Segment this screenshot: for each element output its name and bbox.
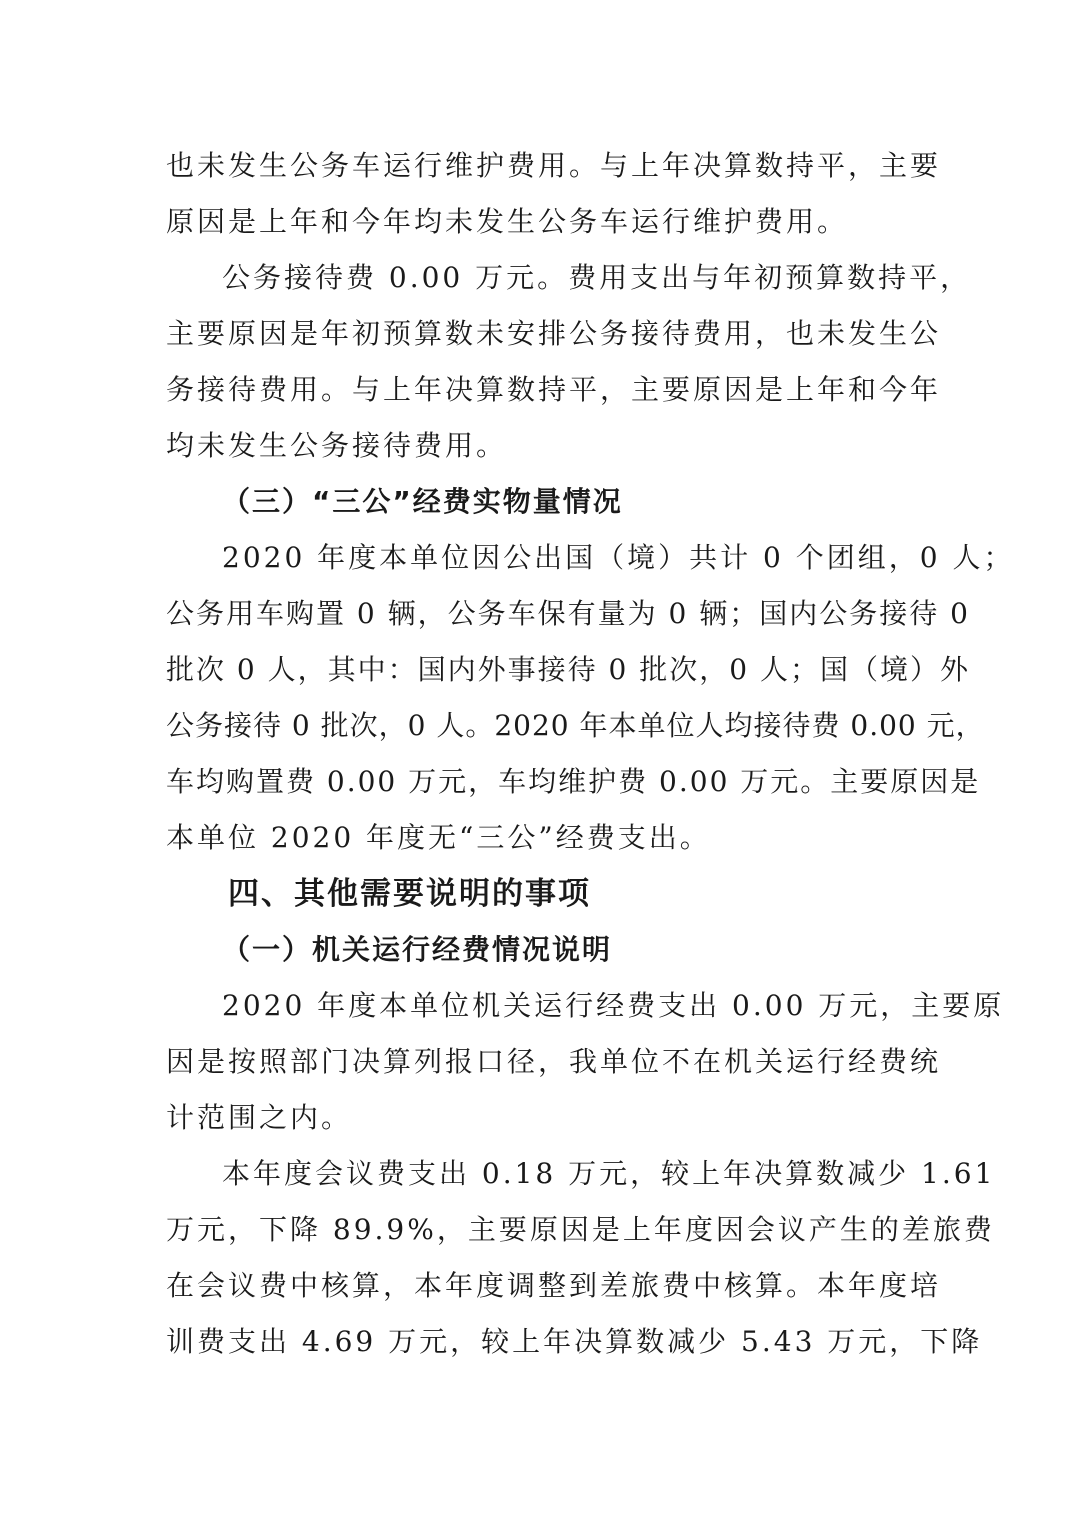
chapter-heading: 四、其他需要说明的事项 [228, 876, 591, 912]
paragraph-line: 本单位 2020 年度无“三公”经费支出。 [166, 821, 711, 854]
section-heading: （三）“三公”经费实物量情况 [222, 485, 623, 518]
paragraph-line: 因是按照部门决算列报口径，我单位不在机关运行经费统 [166, 1045, 942, 1078]
paragraph-line: 计范围之内。 [166, 1101, 353, 1134]
paragraph-line: 原因是上年和今年均未发生公务车运行维护费用。 [166, 205, 849, 238]
paragraph-line: 公务接待 0 批次，0 人。2020 年本单位人均接待费 0.00 元， [166, 709, 985, 742]
paragraph-line: 万元，下降 89.9%，主要原因是上年度因会议产生的差旅费 [166, 1213, 995, 1246]
paragraph-line: 公务用车购置 0 辆，公务车保有量为 0 辆；国内公务接待 0 [166, 597, 970, 630]
paragraph-line: 车均购置费 0.00 万元，车均维护费 0.00 万元。主要原因是 [166, 765, 981, 798]
paragraph-line: 务接待费用。与上年决算数持平，主要原因是上年和今年 [166, 373, 942, 406]
section-heading: （一）机关运行经费情况说明 [222, 933, 613, 966]
paragraph-line: 公务接待费 0.00 万元。费用支出与年初预算数持平， [222, 261, 972, 294]
paragraph-line: 均未发生公务接待费用。 [166, 429, 508, 462]
paragraph-line: 在会议费中核算，本年度调整到差旅费中核算。本年度培 [166, 1269, 942, 1302]
paragraph-line: 本年度会议费支出 0.18 万元，较上年决算数减少 1.61 [222, 1157, 996, 1190]
paragraph-line: 2020 年度本单位因公出国（境）共计 0 个团组，0 人； [222, 541, 1015, 574]
paragraph-line: 也未发生公务车运行维护费用。与上年决算数持平，主要 [166, 149, 942, 182]
paragraph-line: 主要原因是年初预算数未安排公务接待费用，也未发生公 [166, 317, 942, 350]
paragraph-line: 2020 年度本单位机关运行经费支出 0.00 万元，主要原 [222, 989, 1005, 1022]
paragraph-line: 批次 0 人，其中：国内外事接待 0 批次，0 人；国（境）外 [166, 653, 970, 686]
paragraph-line: 训费支出 4.69 万元，较上年决算数减少 5.43 万元，下降 [166, 1325, 983, 1358]
